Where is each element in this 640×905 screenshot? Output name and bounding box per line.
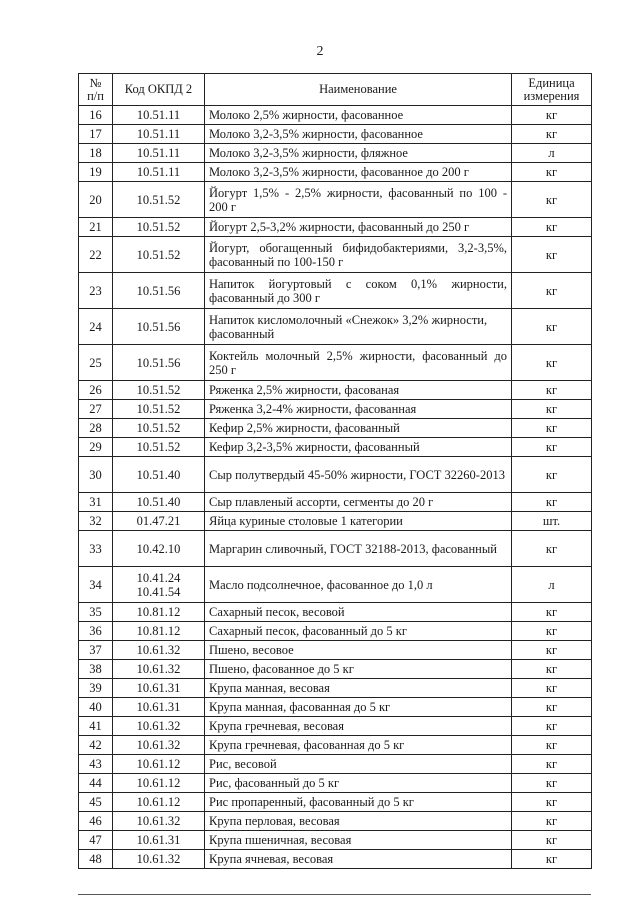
okpd-code: 10.51.56	[136, 319, 181, 334]
table-row	[79, 493, 592, 512]
row-number: 31	[79, 493, 113, 512]
okpd-code-cell	[113, 125, 205, 144]
okpd-code: 10.61.12	[136, 757, 181, 771]
okpd-code-cell	[113, 812, 205, 831]
okpd-code: 10.51.11	[136, 146, 181, 160]
table-row	[79, 755, 592, 774]
okpd-code: 10.51.52	[136, 402, 181, 416]
okpd-code: 10.61.32	[136, 852, 181, 866]
product-name: Йогурт, обогащенный бифидобактериями, 3,2-3,5%, фасованный по 100-150 г	[205, 237, 512, 273]
okpd-code-cell	[113, 493, 205, 512]
unit-of-measure: кг	[512, 309, 592, 345]
table-row	[79, 736, 592, 755]
product-name: Кефир 2,5% жирности, фасованный	[205, 419, 512, 438]
table-row	[79, 144, 592, 163]
unit-of-measure: кг	[512, 457, 592, 493]
okpd-code-cell	[113, 774, 205, 793]
product-name: Пшено, весовое	[205, 641, 512, 660]
unit-of-measure: кг	[512, 679, 592, 698]
row-number: 39	[79, 679, 113, 698]
unit-of-measure: кг	[512, 273, 592, 309]
table-row	[79, 345, 592, 381]
unit-of-measure: кг	[512, 755, 592, 774]
product-name: Ряженка 3,2-4% жирности, фасованная	[205, 400, 512, 419]
okpd-code-cell	[113, 793, 205, 812]
okpd-code-cell	[113, 419, 205, 438]
unit-of-measure: кг	[512, 531, 592, 567]
okpd-code: 10.61.31	[136, 833, 181, 847]
header-num: № п/п	[79, 74, 113, 106]
product-name: Напиток йогуртовый с соком 0,1% жирности, фасованный до 300 г	[205, 273, 512, 309]
table-row	[79, 218, 592, 237]
okpd-code-cell	[113, 660, 205, 679]
okpd-code: 10.51.11	[136, 108, 181, 122]
okpd-code-cell	[113, 622, 205, 641]
product-name: Сахарный песок, фасованный до 5 кг	[205, 622, 512, 641]
row-number: 44	[79, 774, 113, 793]
okpd-code-cell	[113, 144, 205, 163]
okpd-code: 10.51.52	[136, 421, 181, 435]
row-number: 24	[79, 309, 113, 345]
table-row	[79, 679, 592, 698]
unit-of-measure: кг	[512, 163, 592, 182]
row-number: 22	[79, 237, 113, 273]
table-header-row	[79, 74, 592, 106]
okpd-code: 10.81.12	[136, 624, 181, 638]
table-row	[79, 641, 592, 660]
okpd-code-cell	[113, 850, 205, 869]
okpd-code-cell	[113, 755, 205, 774]
unit-of-measure: кг	[512, 622, 592, 641]
okpd-code-cell	[113, 438, 205, 457]
row-number: 18	[79, 144, 113, 163]
row-number: 26	[79, 381, 113, 400]
okpd-code: 10.61.32	[136, 719, 181, 733]
table-row	[79, 512, 592, 531]
row-number: 28	[79, 419, 113, 438]
table-row	[79, 237, 592, 273]
okpd-code-cell	[113, 679, 205, 698]
row-number: 19	[79, 163, 113, 182]
table-row	[79, 660, 592, 679]
table-row	[79, 438, 592, 457]
product-name: Коктейль молочный 2,5% жирности, фасованный до 250 г	[205, 345, 512, 381]
unit-of-measure: кг	[512, 493, 592, 512]
row-number: 41	[79, 717, 113, 736]
product-name: Маргарин сливочный, ГОСТ 32188-2013, фасованный	[205, 531, 512, 567]
okpd-code-cell	[113, 345, 205, 381]
row-number: 46	[79, 812, 113, 831]
unit-of-measure: кг	[512, 812, 592, 831]
table-row	[79, 182, 592, 218]
okpd-code-cell	[113, 182, 205, 218]
unit-of-measure: кг	[512, 698, 592, 717]
okpd-code-cell	[113, 698, 205, 717]
okpd-code: 10.42.10	[136, 541, 181, 556]
product-name: Напиток кисломолочный «Снежок» 3,2% жирности, фасованный	[205, 309, 512, 345]
product-name: Кефир 3,2-3,5% жирности, фасованный	[205, 438, 512, 457]
unit-of-measure: кг	[512, 438, 592, 457]
table-row	[79, 831, 592, 850]
unit-of-measure: кг	[512, 736, 592, 755]
unit-of-measure: кг	[512, 717, 592, 736]
table-row	[79, 812, 592, 831]
unit-of-measure: кг	[512, 125, 592, 144]
okpd-code-cell	[113, 717, 205, 736]
row-number: 17	[79, 125, 113, 144]
product-name: Крупа манная, весовая	[205, 679, 512, 698]
product-name: Молоко 3,2-3,5% жирности, фасованное	[205, 125, 512, 144]
unit-of-measure: кг	[512, 850, 592, 869]
unit-of-measure: кг	[512, 774, 592, 793]
product-name: Сыр полутвердый 45-50% жирности, ГОСТ 32260-2013	[205, 457, 512, 493]
row-number: 34	[79, 567, 113, 603]
table-row	[79, 309, 592, 345]
table-row	[79, 622, 592, 641]
okpd-code: 01.47.21	[136, 514, 181, 528]
product-name: Йогурт 2,5-3,2% жирности, фасованный до 250 г	[205, 218, 512, 237]
row-number: 29	[79, 438, 113, 457]
table-row	[79, 793, 592, 812]
product-name: Молоко 3,2-3,5% жирности, фасованное до 200 г	[205, 163, 512, 182]
unit-of-measure: кг	[512, 218, 592, 237]
product-name: Сыр плавленый ассорти, сегменты до 20 г	[205, 493, 512, 512]
okpd-code: 10.61.32	[136, 662, 181, 676]
product-name: Крупа пшеничная, весовая	[205, 831, 512, 850]
table-row	[79, 381, 592, 400]
okpd-code-cell	[113, 831, 205, 850]
row-number: 25	[79, 345, 113, 381]
okpd-code: 10.51.56	[136, 355, 181, 370]
okpd-code: 10.51.52	[136, 247, 181, 262]
okpd-code: 10.61.12	[136, 776, 181, 790]
table-row	[79, 698, 592, 717]
product-name: Йогурт 1,5% - 2,5% жирности, фасованный по 100 - 200 г	[205, 182, 512, 218]
unit-of-measure: шт.	[512, 512, 592, 531]
product-name: Молоко 2,5% жирности, фасованное	[205, 106, 512, 125]
okpd-code-cell	[113, 237, 205, 273]
unit-of-measure: кг	[512, 831, 592, 850]
unit-of-measure: кг	[512, 419, 592, 438]
table-row	[79, 774, 592, 793]
okpd-code-cell	[113, 457, 205, 493]
table-row	[79, 531, 592, 567]
okpd-code: 10.51.52	[136, 192, 181, 207]
unit-of-measure: кг	[512, 106, 592, 125]
product-name: Молоко 3,2-3,5% жирности, фляжное	[205, 144, 512, 163]
unit-of-measure: кг	[512, 345, 592, 381]
row-number: 36	[79, 622, 113, 641]
okpd-code: 10.61.32	[136, 643, 181, 657]
okpd-code-cell	[113, 603, 205, 622]
header-code: Код ОКПД 2	[113, 74, 205, 106]
product-name: Пшено, фасованное до 5 кг	[205, 660, 512, 679]
okpd-code: 10.41.24	[136, 570, 181, 585]
okpd-code-cell	[113, 309, 205, 345]
okpd-code-cell	[113, 218, 205, 237]
product-name: Сахарный песок, весовой	[205, 603, 512, 622]
okpd-code-cell	[113, 163, 205, 182]
row-number: 23	[79, 273, 113, 309]
unit-of-measure: кг	[512, 641, 592, 660]
okpd-code: 10.51.40	[136, 495, 181, 509]
unit-of-measure: кг	[512, 603, 592, 622]
unit-of-measure: кг	[512, 381, 592, 400]
product-name: Крупа ячневая, весовая	[205, 850, 512, 869]
row-number: 16	[79, 106, 113, 125]
row-number: 27	[79, 400, 113, 419]
product-name: Рис, фасованный до 5 кг	[205, 774, 512, 793]
okpd-code-cell	[113, 531, 205, 567]
row-number: 45	[79, 793, 113, 812]
page-number: 2	[316, 44, 324, 59]
row-number: 32	[79, 512, 113, 531]
row-number: 47	[79, 831, 113, 850]
product-name: Крупа манная, фасованная до 5 кг	[205, 698, 512, 717]
row-number: 38	[79, 660, 113, 679]
products-table	[78, 73, 592, 869]
okpd-code-cell	[113, 400, 205, 419]
okpd-code: 10.51.40	[136, 467, 181, 482]
okpd-code: 10.61.31	[136, 700, 181, 714]
product-name: Рис, весовой	[205, 755, 512, 774]
unit-of-measure: л	[512, 144, 592, 163]
table-row	[79, 717, 592, 736]
product-name: Яйца куриные столовые 1 категории	[205, 512, 512, 531]
table-row	[79, 850, 592, 869]
row-number: 40	[79, 698, 113, 717]
unit-of-measure: кг	[512, 237, 592, 273]
row-number: 35	[79, 603, 113, 622]
unit-of-measure: кг	[512, 182, 592, 218]
okpd-code: 10.51.52	[136, 440, 181, 454]
unit-of-measure: кг	[512, 793, 592, 812]
row-number: 42	[79, 736, 113, 755]
okpd-code-cell	[113, 567, 205, 603]
okpd-code: 10.61.32	[136, 814, 181, 828]
product-name: Масло подсолнечное, фасованное до 1,0 л	[205, 567, 512, 603]
row-number: 33	[79, 531, 113, 567]
product-name: Рис пропаренный, фасованный до 5 кг	[205, 793, 512, 812]
row-number: 43	[79, 755, 113, 774]
table-row	[79, 603, 592, 622]
table-row	[79, 567, 592, 603]
table-row	[79, 419, 592, 438]
okpd-code: 10.61.32	[136, 738, 181, 752]
product-name: Крупа перловая, весовая	[205, 812, 512, 831]
okpd-code-cell	[113, 381, 205, 400]
table-row	[79, 106, 592, 125]
product-name: Крупа гречневая, фасованная до 5 кг	[205, 736, 512, 755]
row-number: 20	[79, 182, 113, 218]
okpd-code: 10.51.11	[136, 165, 181, 179]
okpd-code: 10.61.12	[136, 795, 181, 809]
okpd-code-cell	[113, 641, 205, 660]
header-unit: Единица измерения	[512, 74, 592, 106]
row-number: 30	[79, 457, 113, 493]
table-row	[79, 125, 592, 144]
okpd-code-cell	[113, 106, 205, 125]
okpd-code: 10.41.54	[136, 584, 181, 599]
table-row	[79, 273, 592, 309]
row-number: 21	[79, 218, 113, 237]
row-number: 37	[79, 641, 113, 660]
unit-of-measure: кг	[512, 400, 592, 419]
okpd-code-cell	[113, 512, 205, 531]
okpd-code-cell	[113, 273, 205, 309]
header-name: Наименование	[205, 74, 512, 106]
table-row	[79, 457, 592, 493]
okpd-code: 10.51.56	[136, 283, 181, 298]
okpd-code-cell	[113, 736, 205, 755]
okpd-code: 10.61.31	[136, 681, 181, 695]
okpd-code: 10.51.52	[136, 220, 181, 234]
okpd-code: 10.51.52	[136, 383, 181, 397]
product-name: Крупа гречневая, весовая	[205, 717, 512, 736]
table-row	[79, 400, 592, 419]
table-row	[79, 163, 592, 182]
product-name: Ряженка 2,5% жирности, фасованая	[205, 381, 512, 400]
row-number: 48	[79, 850, 113, 869]
unit-of-measure: кг	[512, 660, 592, 679]
okpd-code: 10.51.11	[136, 127, 181, 141]
page-bottom-divider	[78, 894, 591, 895]
unit-of-measure: л	[512, 567, 592, 603]
table-body	[79, 106, 592, 869]
okpd-code: 10.81.12	[136, 605, 181, 619]
